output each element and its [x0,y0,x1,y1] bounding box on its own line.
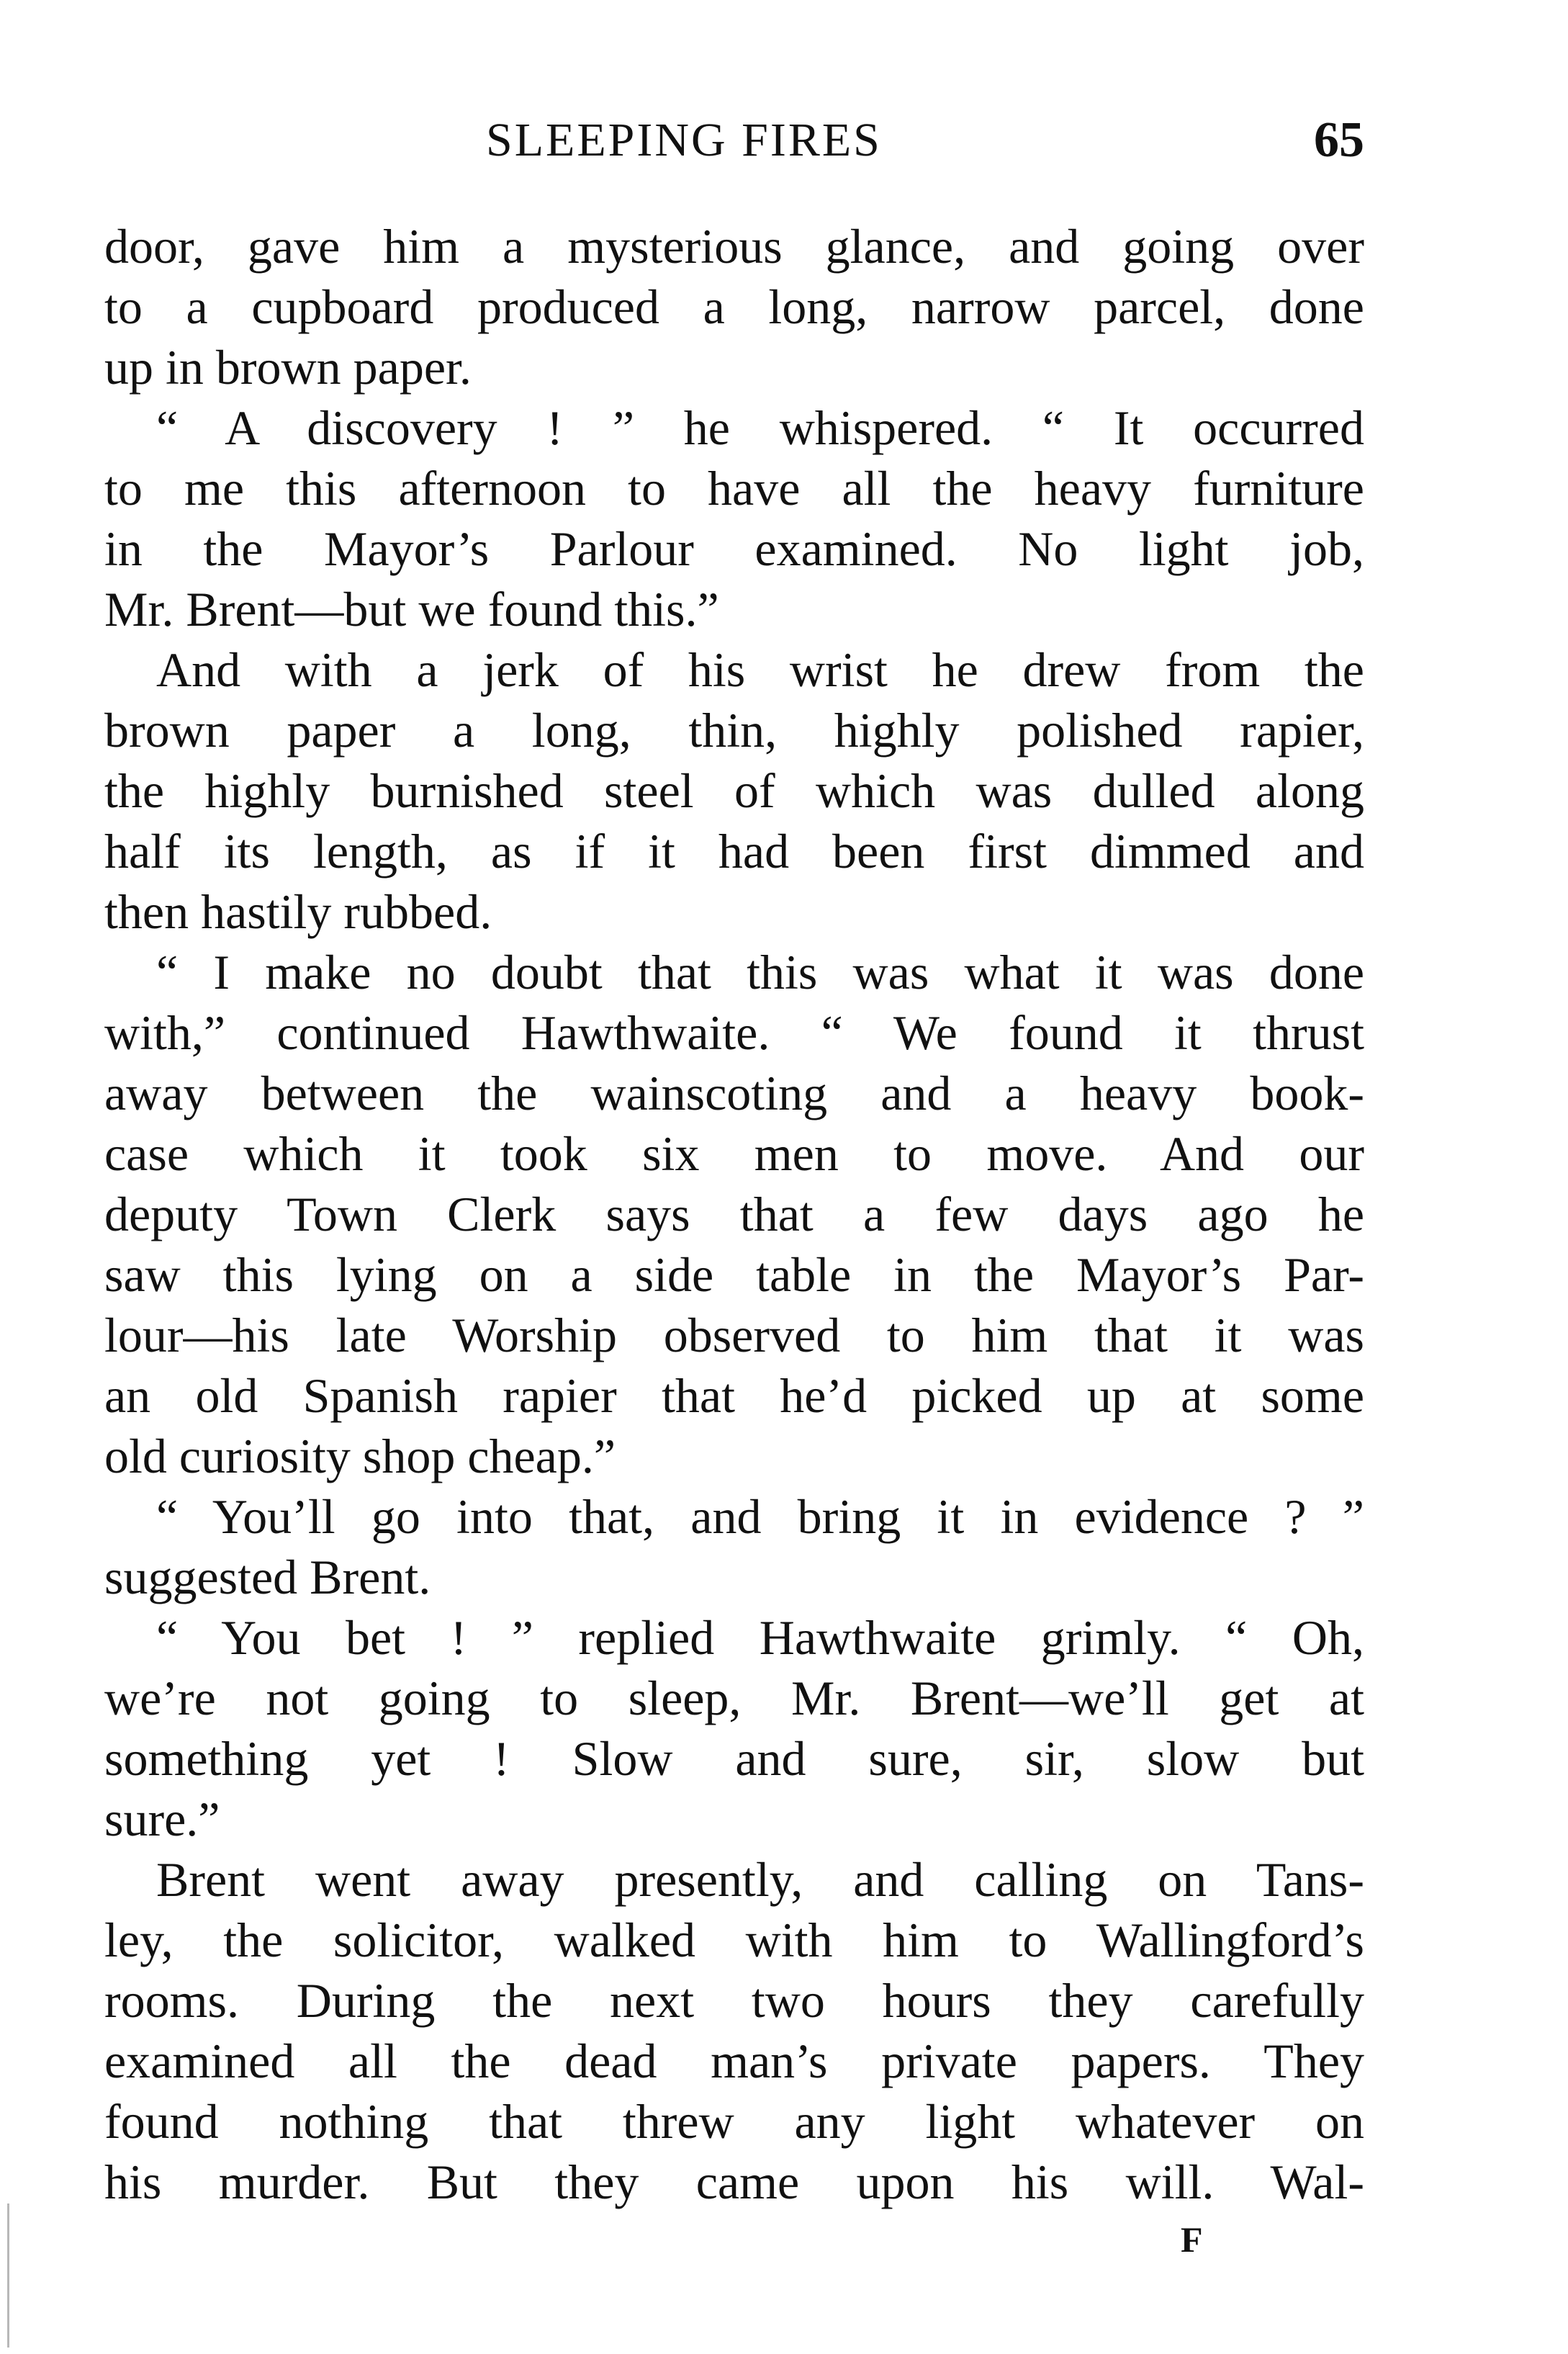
text-line: And with a jerk of his wrist he drew from the [156,642,1364,697]
text-line: lour—his late Worship observed to him that it was [104,1308,1364,1362]
text-line: Brent went away presently, and calling on Tans- [156,1852,1364,1907]
text-line: an old Spanish rapier that he’d picked up at some [104,1368,1364,1423]
text-line: “ You’ll go into that, and bring it in evidence ? ” [156,1489,1364,1544]
text-line: then hastily rubbed. [104,884,492,939]
text-line: deputy Town Clerk says that a few days ago he [104,1187,1364,1241]
text-line: to me this afternoon to have all the heavy furniture [104,461,1364,516]
text-line: old curiosity shop cheap.” [104,1429,616,1483]
body-text [104,216,1364,2212]
text-line: found nothing that threw any light whatever on [104,2094,1364,2149]
margin-scan-mark [7,2203,9,2348]
text-line: the highly burnished steel of which was dulled along [104,763,1364,818]
text-line: we’re not going to sleep, Mr. Brent—we’ll get at [104,1671,1364,1725]
text-line: his murder. But they came upon his will. Wal- [104,2155,1364,2209]
text-line: “ I make no doubt that this was what it was done [156,945,1364,999]
text-line: saw this lying on a side table in the Mayor’s Par- [104,1247,1364,1302]
text-line: sure.” [104,1792,220,1846]
text-line: “ A discovery ! ” he whispered. “ It occurred [156,400,1364,455]
text-line: case which it took six men to move. And our [104,1126,1364,1181]
text-line: in the Mayor’s Parlour examined. No light job, [104,521,1364,576]
text-line: away between the wainscoting and a heavy book- [104,1066,1364,1120]
page-header [104,108,1364,173]
text-line: “ You bet ! ” replied Hawthwaite grimly. “ Oh, [156,1610,1364,1665]
text-line: up in brown paper. [104,340,472,395]
text-line: brown paper a long, thin, highly polished rapier, [104,703,1364,758]
page-number: 65 [1314,112,1364,168]
text-line: something yet ! Slow and sure, sir, slow but [104,1731,1364,1786]
text-line: rooms. During the next two hours they carefully [104,1973,1364,2028]
text-line: examined all the dead man’s private papers. They [104,2034,1364,2088]
running-title: SLEEPING FIRES [486,114,882,166]
text-line: to a cupboard produced a long, narrow parcel, done [104,279,1364,334]
text-line: ley, the solicitor, walked with him to Wallingford’s [104,1913,1364,1967]
text-line: suggested Brent. [104,1550,431,1604]
text-line: half its length, as if it had been first dimmed and [104,824,1364,879]
text-line: Mr. Brent—but we found this.” [104,582,719,637]
text-line: with,” continued Hawthwaite. “ We found it thrust [104,1005,1364,1060]
text-line: door, gave him a mysterious glance, and going over [104,219,1364,274]
signature-mark: F [1181,2219,1203,2260]
